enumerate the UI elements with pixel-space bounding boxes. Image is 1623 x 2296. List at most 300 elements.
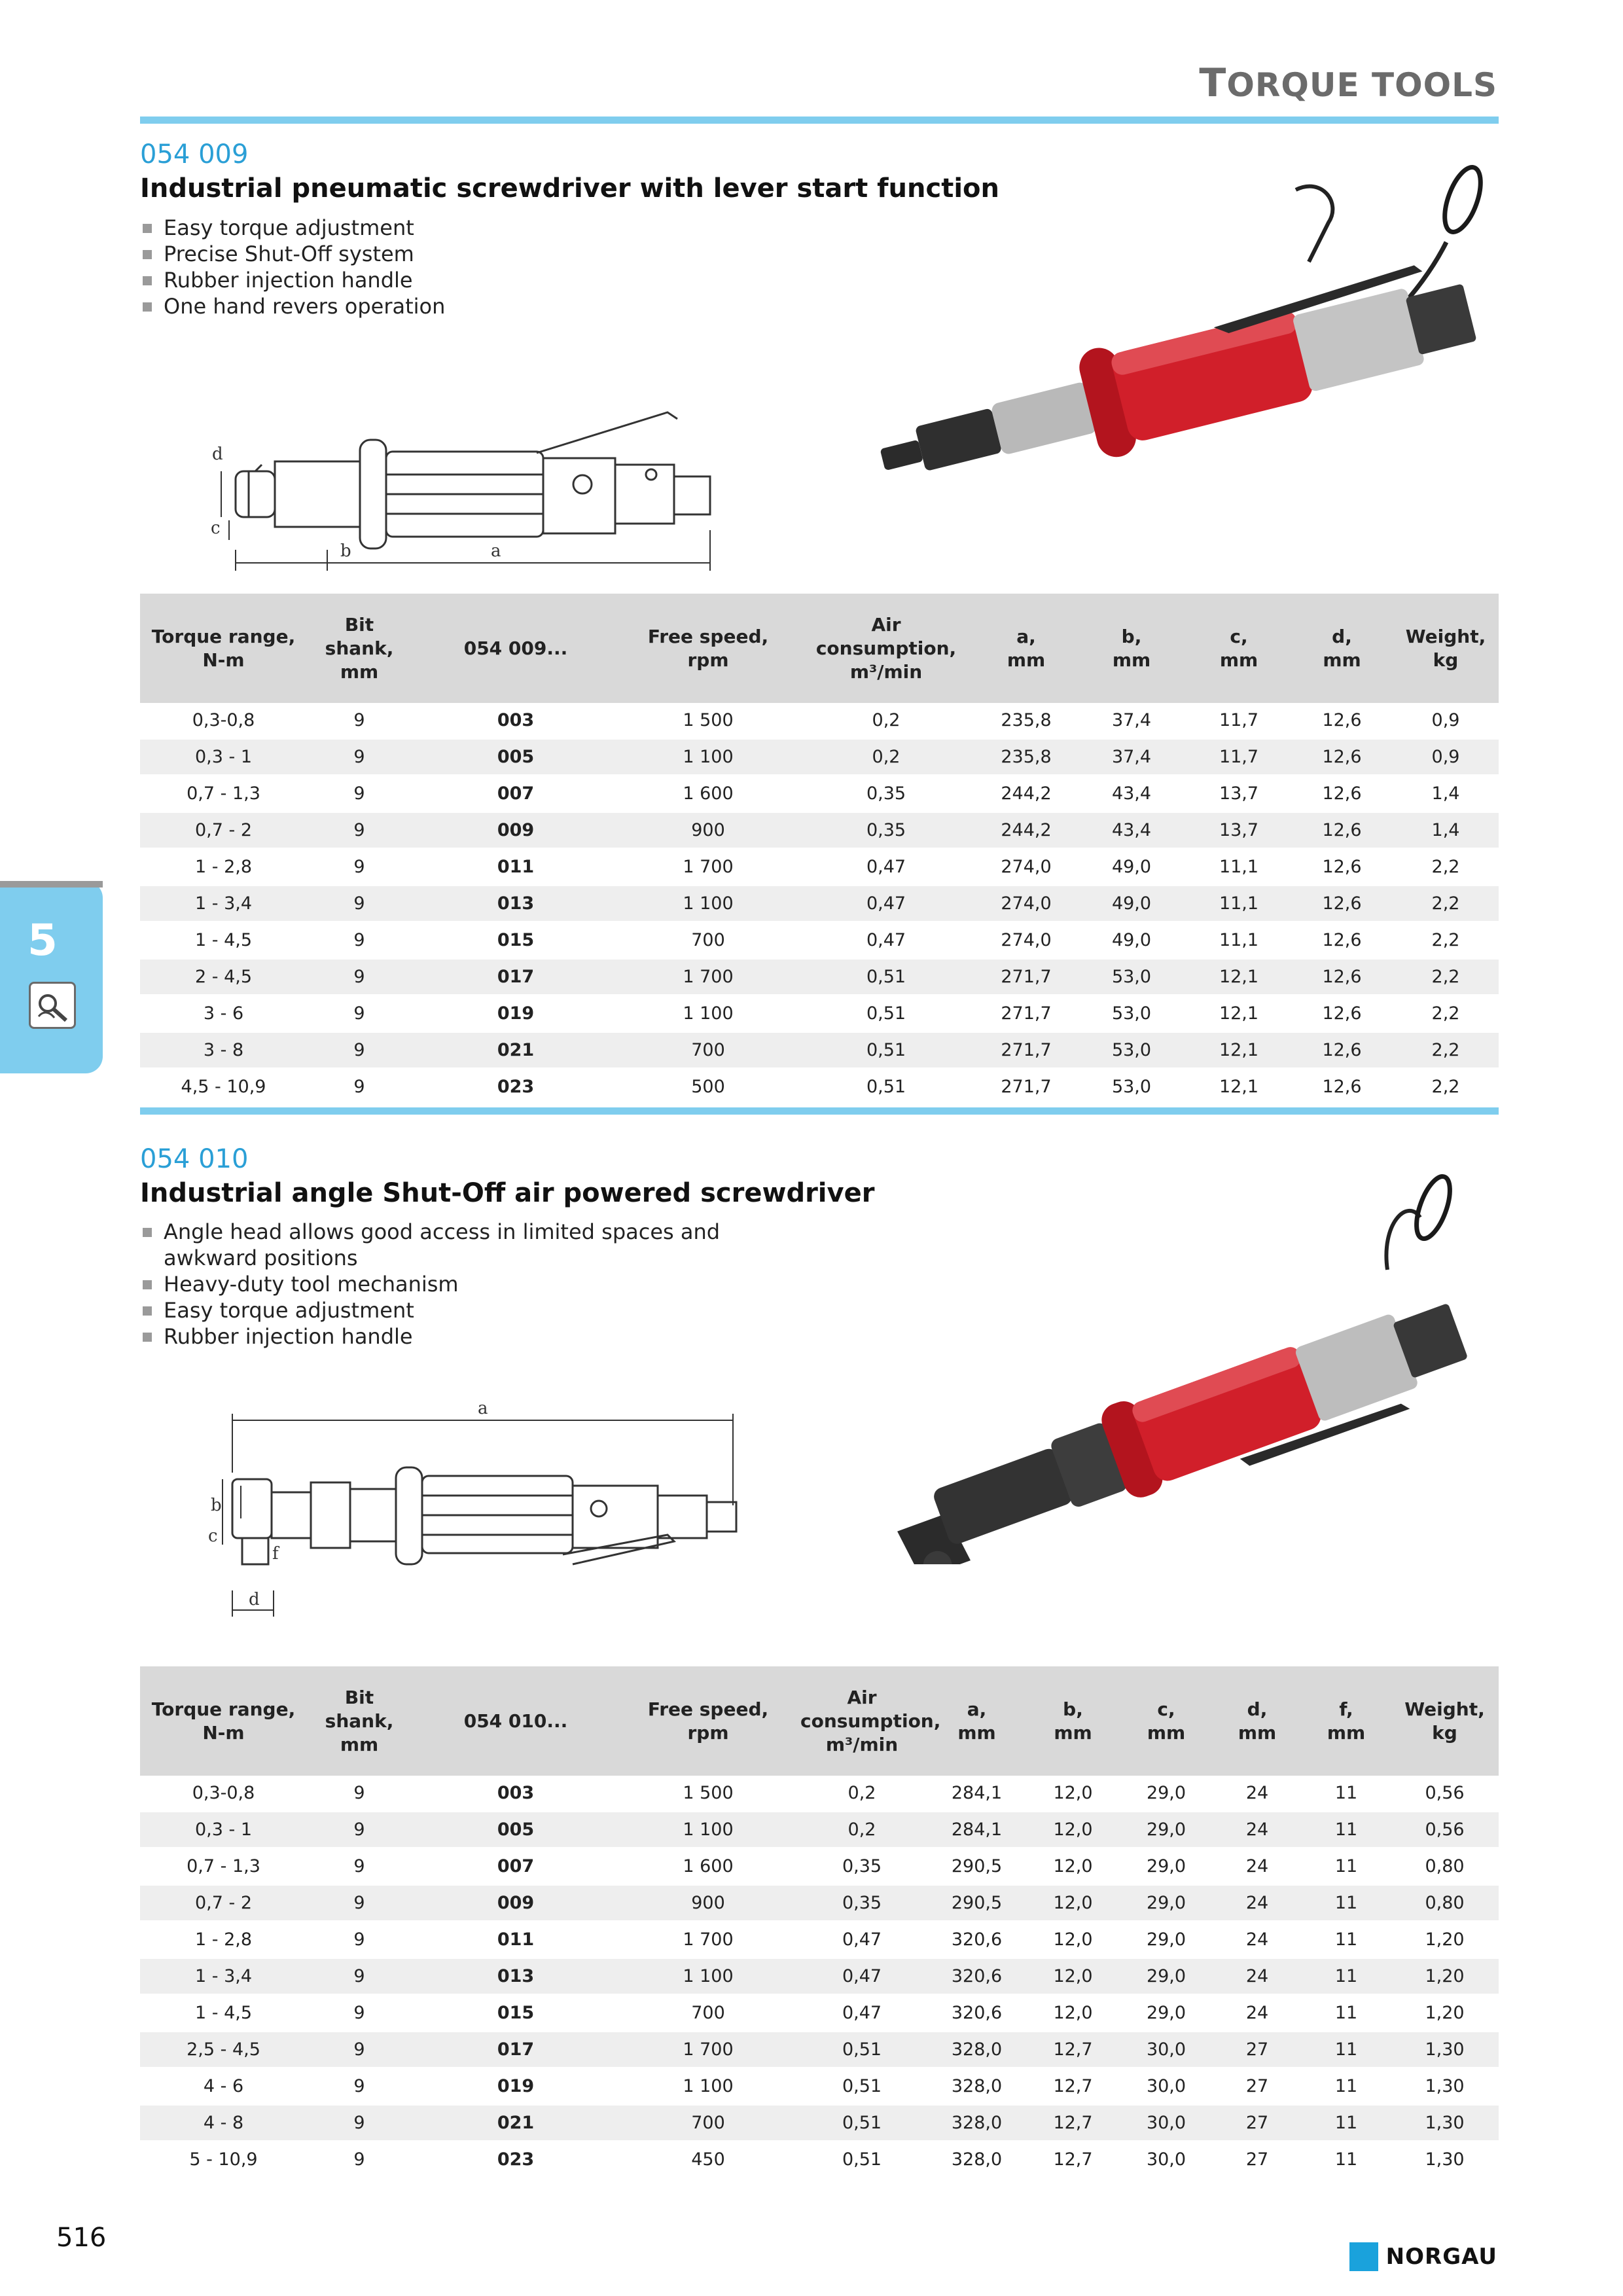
table-cell: 284,1 xyxy=(927,1776,1026,1812)
column-header: a, mm xyxy=(976,594,1077,703)
table-cell: 29,0 xyxy=(1120,1885,1213,1922)
table-cell: 700 xyxy=(620,1995,796,2032)
table-row xyxy=(140,2032,1499,2068)
table-cell: 0,47 xyxy=(796,886,976,922)
table-cell: 500 xyxy=(620,1069,796,1105)
table-cell: 4 - 6 xyxy=(140,2068,307,2105)
feature-item: Easy torque adjustment xyxy=(141,1297,770,1323)
table-cell: 290,5 xyxy=(927,1848,1026,1885)
table-cell: 30,0 xyxy=(1120,2032,1213,2068)
table-cell: 1 - 3,4 xyxy=(140,1958,307,1995)
column-header: d, mm xyxy=(1291,594,1393,703)
table-cell: 11 xyxy=(1302,1885,1391,1922)
table-cell: 1 - 3,4 xyxy=(140,886,307,922)
table-cell: 320,6 xyxy=(927,1995,1026,2032)
table-cell: 0,3 - 1 xyxy=(140,739,307,776)
table-cell: 4,5 - 10,9 xyxy=(140,1069,307,1105)
column-header: Air consumption, m³/min xyxy=(796,594,976,703)
table-cell: 015 xyxy=(412,922,620,959)
table-cell: 2,2 xyxy=(1393,922,1499,959)
table-cell: 12,7 xyxy=(1026,2105,1120,2142)
table-row xyxy=(140,1776,1499,1812)
brand-logo xyxy=(1349,2242,1497,2271)
table-cell: 3 - 6 xyxy=(140,996,307,1032)
table-cell: 9 xyxy=(307,959,412,996)
table-cell: 284,1 xyxy=(927,1812,1026,1848)
table-cell: 235,8 xyxy=(976,739,1077,776)
column-header: d, mm xyxy=(1213,1666,1302,1776)
table-cell: 0,3-0,8 xyxy=(140,1776,307,1812)
table-cell: 9 xyxy=(307,1995,412,2032)
drawing-label-b: b xyxy=(340,541,351,561)
table-cell: 320,6 xyxy=(927,1922,1026,1958)
table-cell: 24 xyxy=(1213,1958,1302,1995)
chapter-tab xyxy=(0,881,103,1073)
table-cell: 328,0 xyxy=(927,2142,1026,2178)
column-header: 054 010... xyxy=(412,1666,620,1776)
section-divider xyxy=(140,1107,1499,1115)
table-cell: 1,20 xyxy=(1391,1922,1499,1958)
feature-item: One hand revers operation xyxy=(141,293,730,319)
table-cell: 1,4 xyxy=(1393,776,1499,812)
table-cell: 11,1 xyxy=(1186,849,1291,886)
table-cell: 003 xyxy=(412,1776,620,1812)
table-cell: 1 100 xyxy=(620,1958,796,1995)
table-cell: 9 xyxy=(307,2105,412,2142)
drawing-label-b: b xyxy=(211,1496,222,1515)
table-cell: 12,6 xyxy=(1291,996,1393,1032)
table-cell: 9 xyxy=(307,812,412,849)
table-cell: 4 - 8 xyxy=(140,2105,307,2142)
table-cell: 11 xyxy=(1302,2105,1391,2142)
table-cell: 12,0 xyxy=(1026,1995,1120,2032)
table-cell: 0,7 - 1,3 xyxy=(140,1848,307,1885)
table-cell: 30,0 xyxy=(1120,2068,1213,2105)
table-cell: 11 xyxy=(1302,2032,1391,2068)
table-cell: 1,30 xyxy=(1391,2032,1499,2068)
column-header: a, mm xyxy=(927,1666,1026,1776)
table-cell: 29,0 xyxy=(1120,1995,1213,2032)
table-cell: 1 - 4,5 xyxy=(140,1995,307,2032)
table-cell: 1 700 xyxy=(620,959,796,996)
product-photo xyxy=(844,164,1486,471)
table-cell: 0,7 - 2 xyxy=(140,812,307,849)
table-cell: 12,7 xyxy=(1026,2142,1120,2178)
table-cell: 0,35 xyxy=(796,1848,927,1885)
table-cell: 700 xyxy=(620,1032,796,1069)
chapter-tab-bar xyxy=(0,881,103,888)
table-cell: 1,30 xyxy=(1391,2142,1499,2178)
column-header: Free speed, rpm xyxy=(620,594,796,703)
table-cell: 244,2 xyxy=(976,812,1077,849)
table-cell: 11 xyxy=(1302,2142,1391,2178)
table-cell: 009 xyxy=(412,812,620,849)
table-cell: 11 xyxy=(1302,2068,1391,2105)
table-cell: 0,35 xyxy=(796,812,976,849)
table-cell: 0,2 xyxy=(796,1776,927,1812)
torque-tool-icon xyxy=(29,982,76,1029)
table-cell: 0,47 xyxy=(796,1958,927,1995)
table-cell: 2,2 xyxy=(1393,1032,1499,1069)
table-cell: 0,47 xyxy=(796,849,976,886)
table-body xyxy=(140,1776,1499,2178)
table-cell: 11 xyxy=(1302,1776,1391,1812)
table-cell: 005 xyxy=(412,1812,620,1848)
table-cell: 007 xyxy=(412,1848,620,1885)
drawing-label-c: c xyxy=(211,518,221,538)
table-cell: 005 xyxy=(412,739,620,776)
table-cell: 11 xyxy=(1302,1995,1391,2032)
table-cell: 29,0 xyxy=(1120,1776,1213,1812)
table-cell: 24 xyxy=(1213,1922,1302,1958)
table-cell: 9 xyxy=(307,1848,412,1885)
table-cell: 011 xyxy=(412,1922,620,1958)
table-row xyxy=(140,2105,1499,2142)
table-cell: 274,0 xyxy=(976,922,1077,959)
column-header: f, mm xyxy=(1302,1666,1391,1776)
table-cell: 9 xyxy=(307,1885,412,1922)
table-cell: 2,2 xyxy=(1393,1069,1499,1105)
table-cell: 1,20 xyxy=(1391,1958,1499,1995)
table-cell: 1 - 4,5 xyxy=(140,922,307,959)
table-cell: 0,80 xyxy=(1391,1885,1499,1922)
table-cell: 2,2 xyxy=(1393,959,1499,996)
table-cell: 12,1 xyxy=(1186,1069,1291,1105)
table-cell: 43,4 xyxy=(1077,812,1186,849)
drawing-label-a: a xyxy=(491,541,501,561)
table-header-row xyxy=(140,1666,1499,1776)
table-cell: 328,0 xyxy=(927,2105,1026,2142)
table-cell: 1 - 2,8 xyxy=(140,1922,307,1958)
table-cell: 0,51 xyxy=(796,2105,927,2142)
table-cell: 0,51 xyxy=(796,1032,976,1069)
table-cell: 1 500 xyxy=(620,703,796,739)
technical-drawing xyxy=(209,399,733,576)
table-cell: 27 xyxy=(1213,2105,1302,2142)
table-cell: 450 xyxy=(620,2142,796,2178)
table-cell: 12,6 xyxy=(1291,776,1393,812)
column-header: Air consumption, m³/min xyxy=(796,1666,927,1776)
table-cell: 11 xyxy=(1302,1958,1391,1995)
table-row xyxy=(140,2142,1499,2178)
table-cell: 9 xyxy=(307,2142,412,2178)
column-header: Weight, kg xyxy=(1391,1666,1499,1776)
table-cell: 009 xyxy=(412,1885,620,1922)
table-cell: 023 xyxy=(412,2142,620,2178)
table-cell: 12,0 xyxy=(1026,1885,1120,1922)
table-cell: 12,0 xyxy=(1026,1958,1120,1995)
table-cell: 0,51 xyxy=(796,1069,976,1105)
table-cell: 37,4 xyxy=(1077,703,1186,739)
column-header: b, mm xyxy=(1026,1666,1120,1776)
table-cell: 0,7 - 2 xyxy=(140,1885,307,1922)
table-cell: 0,2 xyxy=(796,1812,927,1848)
table-cell: 2 - 4,5 xyxy=(140,959,307,996)
table-cell: 1,30 xyxy=(1391,2105,1499,2142)
table-cell: 1 100 xyxy=(620,2068,796,2105)
table-row xyxy=(140,1848,1499,1885)
table-cell: 12,6 xyxy=(1291,1069,1393,1105)
table-cell: 27 xyxy=(1213,2032,1302,2068)
table-cell: 0,56 xyxy=(1391,1812,1499,1848)
table-cell: 2,2 xyxy=(1393,886,1499,922)
table-cell: 30,0 xyxy=(1120,2142,1213,2178)
table-cell: 9 xyxy=(307,776,412,812)
table-cell: 0,51 xyxy=(796,2032,927,2068)
table-cell: 11,7 xyxy=(1186,703,1291,739)
table-header-row xyxy=(140,594,1499,703)
table-cell: 12,1 xyxy=(1186,996,1291,1032)
table-cell: 12,0 xyxy=(1026,1812,1120,1848)
table-cell: 0,9 xyxy=(1393,739,1499,776)
table-cell: 11,1 xyxy=(1186,922,1291,959)
table-cell: 9 xyxy=(307,2068,412,2105)
table-cell: 12,0 xyxy=(1026,1776,1120,1812)
table-cell: 023 xyxy=(412,1069,620,1105)
table-cell: 0,47 xyxy=(796,1995,927,2032)
table-cell: 015 xyxy=(412,1995,620,2032)
table-row xyxy=(140,1922,1499,1958)
table-cell: 13,7 xyxy=(1186,812,1291,849)
table-cell: 2,2 xyxy=(1393,849,1499,886)
table-row xyxy=(140,959,1499,996)
page-number: 516 xyxy=(56,2223,107,2253)
column-header: Bit shank, mm xyxy=(307,1666,412,1776)
table-cell: 328,0 xyxy=(927,2068,1026,2105)
drawing-label-d: d xyxy=(212,444,223,464)
column-header: c, mm xyxy=(1186,594,1291,703)
table-cell: 27 xyxy=(1213,2142,1302,2178)
table-cell: 019 xyxy=(412,2068,620,2105)
table-row xyxy=(140,849,1499,886)
table-cell: 0,35 xyxy=(796,776,976,812)
table-cell: 24 xyxy=(1213,1995,1302,2032)
table-row xyxy=(140,812,1499,849)
table-cell: 1 100 xyxy=(620,886,796,922)
table-cell: 0,51 xyxy=(796,2142,927,2178)
table-row xyxy=(140,776,1499,812)
table-cell: 290,5 xyxy=(927,1885,1026,1922)
table-cell: 12,6 xyxy=(1291,959,1393,996)
table-cell: 3 - 8 xyxy=(140,1032,307,1069)
table-cell: 700 xyxy=(620,922,796,959)
table-cell: 9 xyxy=(307,1958,412,1995)
table-cell: 0,51 xyxy=(796,996,976,1032)
table-cell: 017 xyxy=(412,959,620,996)
table-cell: 235,8 xyxy=(976,703,1077,739)
table-cell: 12,7 xyxy=(1026,2068,1120,2105)
table-cell: 12,7 xyxy=(1026,2032,1120,2068)
table-cell: 9 xyxy=(307,1922,412,1958)
table-cell: 021 xyxy=(412,1032,620,1069)
table-cell: 271,7 xyxy=(976,996,1077,1032)
column-header: Weight, kg xyxy=(1393,594,1499,703)
technical-drawing xyxy=(196,1394,746,1630)
table-row xyxy=(140,886,1499,922)
table-cell: 12,6 xyxy=(1291,739,1393,776)
table-cell: 9 xyxy=(307,1032,412,1069)
table-cell: 12,6 xyxy=(1291,886,1393,922)
table-cell: 003 xyxy=(412,703,620,739)
header-divider xyxy=(140,117,1499,124)
table-row xyxy=(140,2068,1499,2105)
table-row xyxy=(140,1995,1499,2032)
table-cell: 53,0 xyxy=(1077,1032,1186,1069)
table-row xyxy=(140,1958,1499,1995)
table-cell: 9 xyxy=(307,1776,412,1812)
table-cell: 9 xyxy=(307,2032,412,2068)
brand-name: NORGAU xyxy=(1385,2244,1497,2270)
column-header: b, mm xyxy=(1077,594,1186,703)
table-cell: 0,47 xyxy=(796,922,976,959)
table-cell: 12,0 xyxy=(1026,1848,1120,1885)
feature-item: Angle head allows good access in limited spaces and awkward positions xyxy=(141,1219,770,1271)
product-title: Industrial pneumatic screwdriver with lever start function xyxy=(140,173,1000,204)
table-cell: 1 700 xyxy=(620,1922,796,1958)
table-cell: 9 xyxy=(307,886,412,922)
table-cell: 9 xyxy=(307,703,412,739)
table-cell: 007 xyxy=(412,776,620,812)
table-cell: 11 xyxy=(1302,1922,1391,1958)
table-cell: 24 xyxy=(1213,1776,1302,1812)
table-cell: 0,3 - 1 xyxy=(140,1812,307,1848)
feature-item: Easy torque adjustment xyxy=(141,215,730,241)
table-cell: 9 xyxy=(307,1812,412,1848)
column-header: Free speed, rpm xyxy=(620,1666,796,1776)
table-cell: 271,7 xyxy=(976,1069,1077,1105)
table-cell: 900 xyxy=(620,1885,796,1922)
table-cell: 9 xyxy=(307,1069,412,1105)
table-cell: 9 xyxy=(307,739,412,776)
table-cell: 1 600 xyxy=(620,776,796,812)
table-row xyxy=(140,1885,1499,1922)
table-cell: 019 xyxy=(412,996,620,1032)
table-cell: 1 100 xyxy=(620,996,796,1032)
feature-item: Heavy-duty tool mechanism xyxy=(141,1271,770,1297)
table-cell: 1 700 xyxy=(620,2032,796,2068)
table-cell: 0,2 xyxy=(796,739,976,776)
table-cell: 24 xyxy=(1213,1885,1302,1922)
drawing-label-f: f xyxy=(272,1544,279,1564)
table-cell: 274,0 xyxy=(976,849,1077,886)
table-cell: 49,0 xyxy=(1077,922,1186,959)
column-header: Torque range, N-m xyxy=(140,1666,307,1776)
table-cell: 12,6 xyxy=(1291,849,1393,886)
spec-table xyxy=(140,594,1499,1106)
product-title: Industrial angle Shut-Off air powered screwdriver xyxy=(140,1178,875,1208)
table-cell: 5 - 10,9 xyxy=(140,2142,307,2178)
table-cell: 12,0 xyxy=(1026,1922,1120,1958)
brand-logo-mark xyxy=(1349,2242,1378,2271)
table-cell: 700 xyxy=(620,2105,796,2142)
table-cell: 271,7 xyxy=(976,959,1077,996)
table-cell: 9 xyxy=(307,922,412,959)
table-cell: 43,4 xyxy=(1077,776,1186,812)
table-cell: 27 xyxy=(1213,2068,1302,2105)
table-cell: 271,7 xyxy=(976,1032,1077,1069)
column-header: 054 009... xyxy=(412,594,620,703)
table-cell: 0,3-0,8 xyxy=(140,703,307,739)
table-row xyxy=(140,1069,1499,1105)
table-cell: 12,1 xyxy=(1186,959,1291,996)
column-header: Torque range, N-m xyxy=(140,594,307,703)
table-cell: 1 - 2,8 xyxy=(140,849,307,886)
table-cell: 017 xyxy=(412,2032,620,2068)
table-cell: 0,7 - 1,3 xyxy=(140,776,307,812)
drawing-label-a: a xyxy=(478,1399,488,1418)
product-photo xyxy=(844,1172,1486,1564)
table-cell: 1 100 xyxy=(620,1812,796,1848)
table-row xyxy=(140,703,1499,739)
table-cell: 11 xyxy=(1302,1848,1391,1885)
table-cell: 30,0 xyxy=(1120,2105,1213,2142)
table-cell: 1,4 xyxy=(1393,812,1499,849)
spec-table xyxy=(140,1666,1499,2179)
feature-list xyxy=(141,215,730,319)
table-cell: 49,0 xyxy=(1077,849,1186,886)
table-cell: 12,1 xyxy=(1186,1032,1291,1069)
table-cell: 53,0 xyxy=(1077,1069,1186,1105)
table-cell: 0,47 xyxy=(796,1922,927,1958)
table-cell: 12,6 xyxy=(1291,1032,1393,1069)
table-cell: 1 600 xyxy=(620,1848,796,1885)
table-cell: 11 xyxy=(1302,1812,1391,1848)
table-cell: 29,0 xyxy=(1120,1848,1213,1885)
table-cell: 0,56 xyxy=(1391,1776,1499,1812)
table-cell: 49,0 xyxy=(1077,886,1186,922)
table-cell: 1 500 xyxy=(620,1776,796,1812)
table-cell: 2,2 xyxy=(1393,996,1499,1032)
table-cell: 53,0 xyxy=(1077,959,1186,996)
table-cell: 021 xyxy=(412,2105,620,2142)
table-cell: 1 700 xyxy=(620,849,796,886)
table-row xyxy=(140,1032,1499,1069)
table-cell: 11,1 xyxy=(1186,886,1291,922)
table-cell: 900 xyxy=(620,812,796,849)
table-cell: 53,0 xyxy=(1077,996,1186,1032)
drawing-label-c: c xyxy=(208,1526,218,1546)
table-cell: 12,6 xyxy=(1291,703,1393,739)
table-cell: 29,0 xyxy=(1120,1958,1213,1995)
table-cell: 11,7 xyxy=(1186,739,1291,776)
table-cell: 37,4 xyxy=(1077,739,1186,776)
column-header: Bit shank, mm xyxy=(307,594,412,703)
table-row xyxy=(140,1812,1499,1848)
feature-list xyxy=(141,1219,770,1350)
feature-item: Precise Shut-Off system xyxy=(141,241,730,267)
table-cell: 9 xyxy=(307,849,412,886)
product-code: 054 010 xyxy=(140,1144,249,1174)
table-cell: 274,0 xyxy=(976,886,1077,922)
table-cell: 244,2 xyxy=(976,776,1077,812)
table-cell: 13,7 xyxy=(1186,776,1291,812)
drawing-label-d: d xyxy=(249,1590,260,1609)
section-title: TORQUE TOOLS xyxy=(1199,60,1497,106)
table-cell: 0,9 xyxy=(1393,703,1499,739)
table-cell: 12,6 xyxy=(1291,812,1393,849)
table-cell: 1 100 xyxy=(620,739,796,776)
product-code: 054 009 xyxy=(140,139,249,170)
table-cell: 013 xyxy=(412,1958,620,1995)
table-cell: 29,0 xyxy=(1120,1812,1213,1848)
table-row xyxy=(140,922,1499,959)
table-cell: 12,6 xyxy=(1291,922,1393,959)
table-cell: 9 xyxy=(307,996,412,1032)
table-cell: 24 xyxy=(1213,1848,1302,1885)
table-cell: 328,0 xyxy=(927,2032,1026,2068)
table-cell: 24 xyxy=(1213,1812,1302,1848)
table-cell: 0,80 xyxy=(1391,1848,1499,1885)
